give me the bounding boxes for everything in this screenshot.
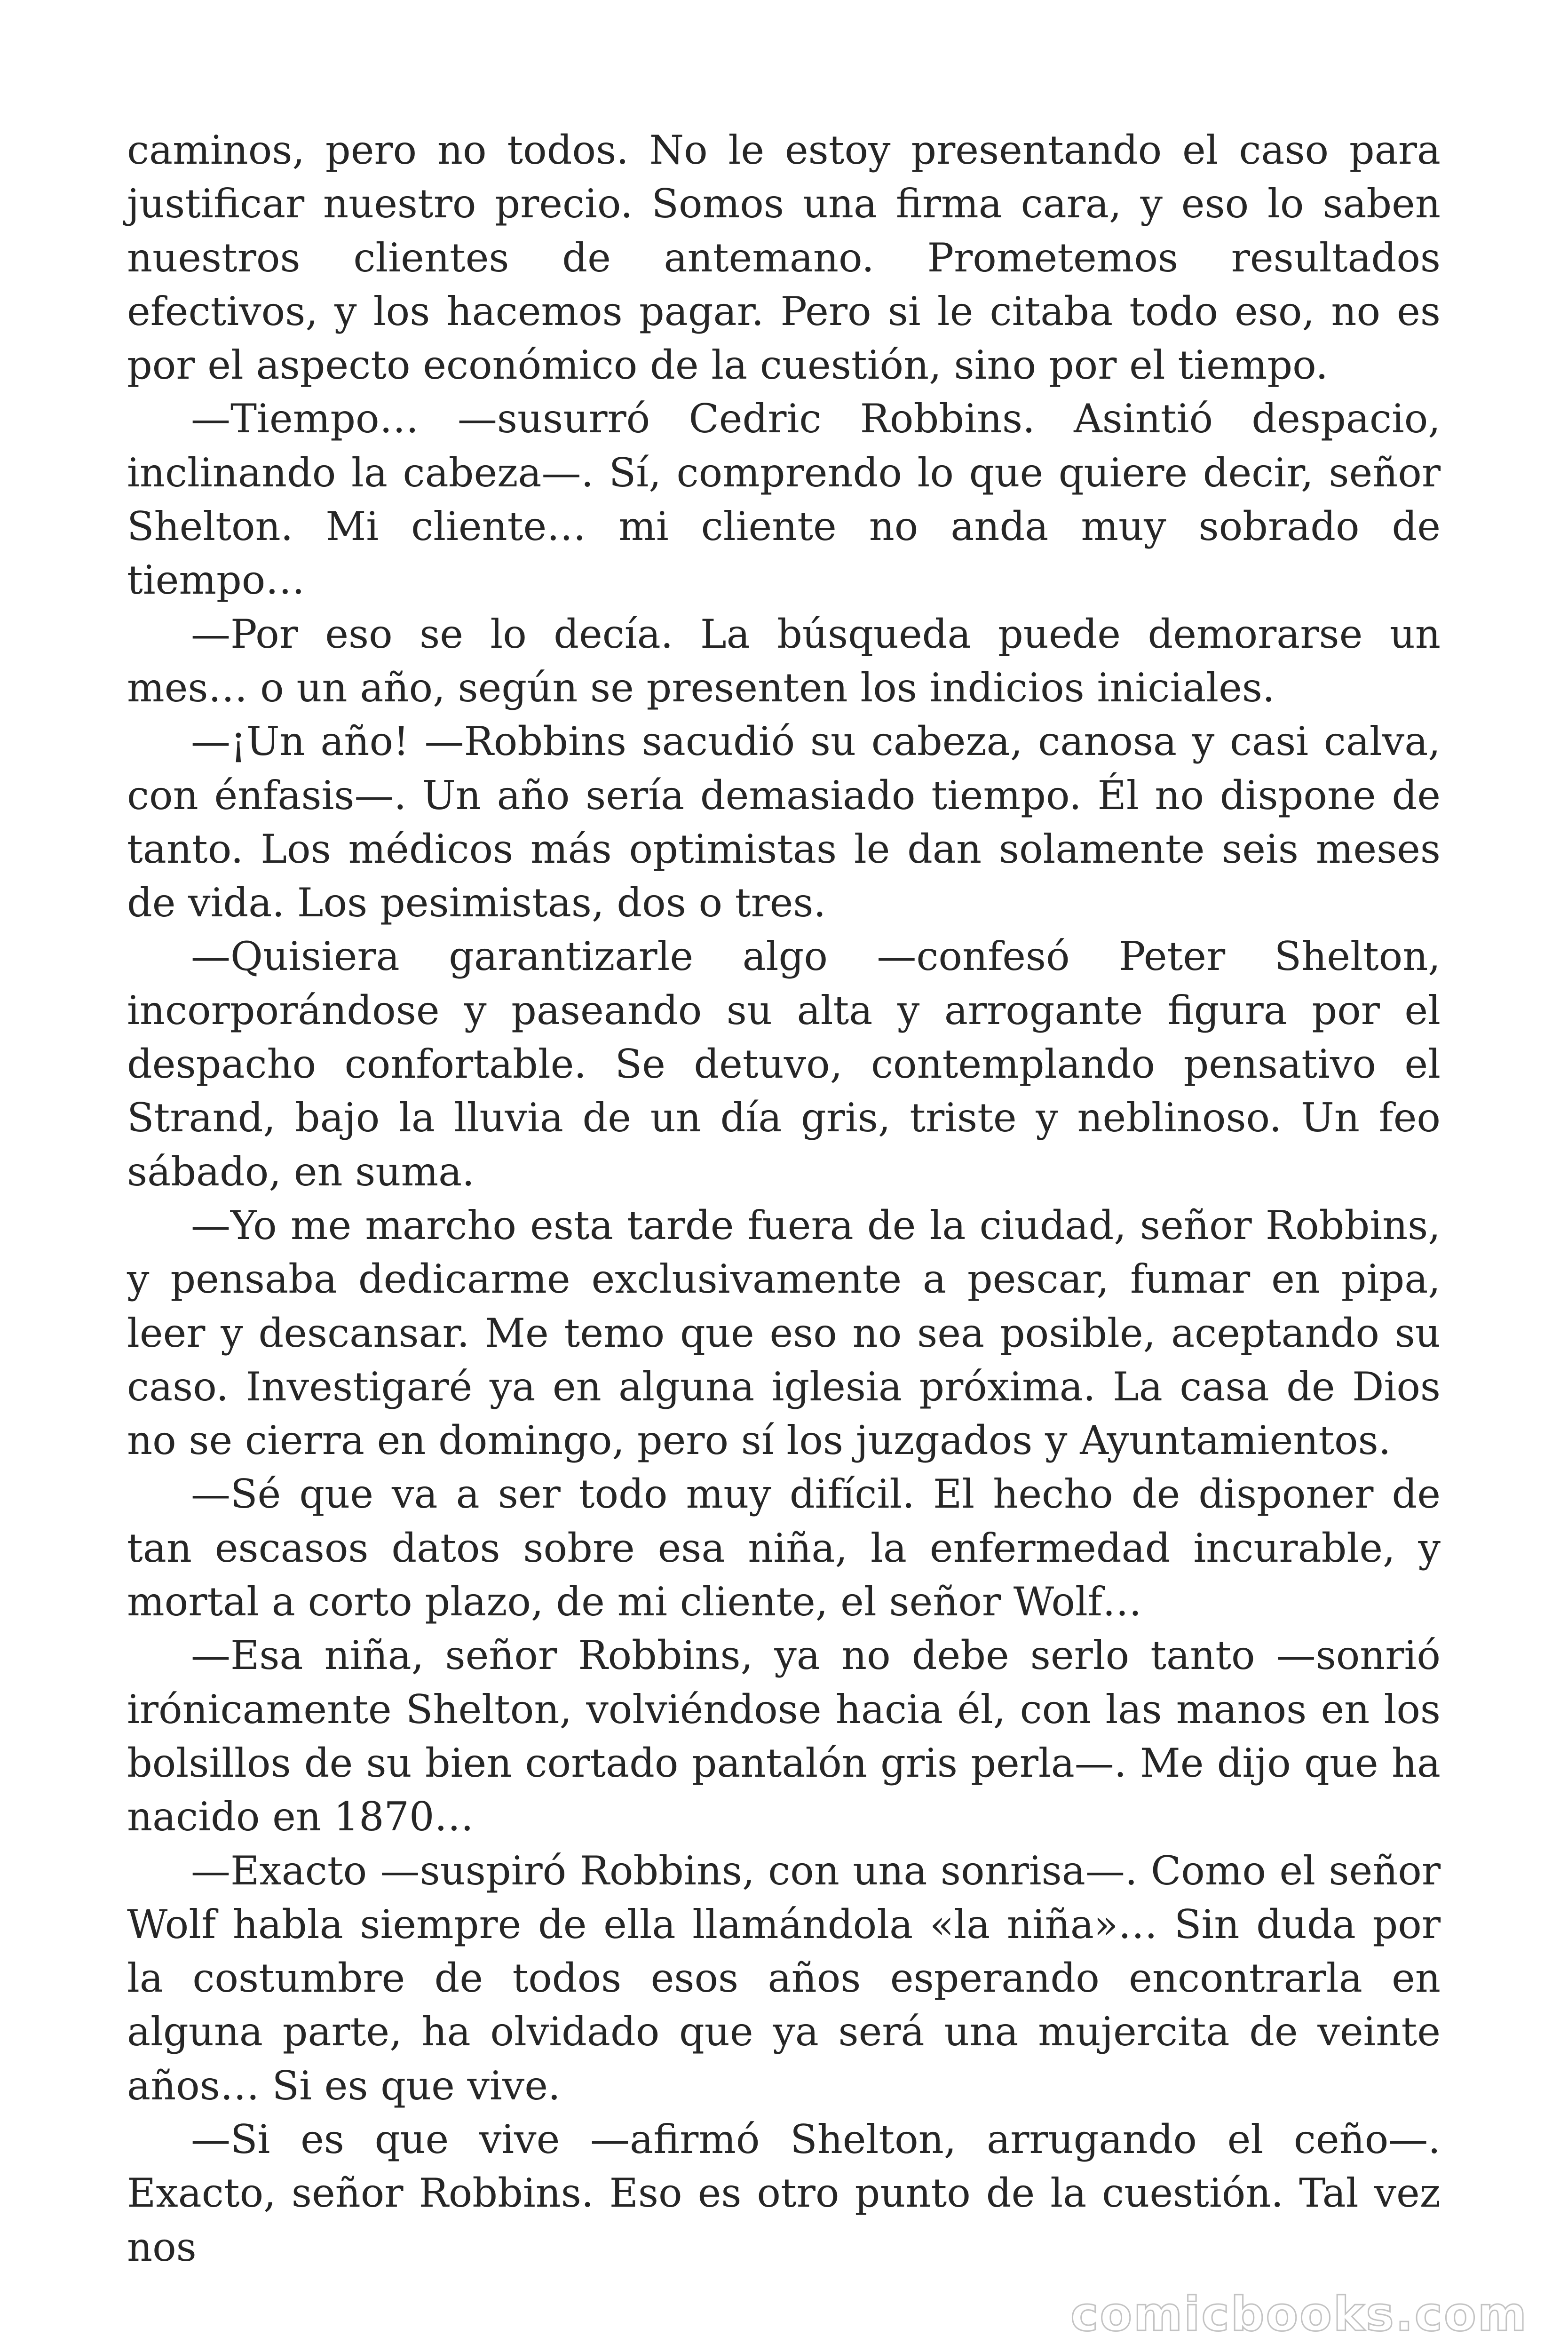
watermark-logo: comicbooks.com (1070, 2287, 1528, 2342)
paragraph: —Exacto —suspiró Robbins, con una sonrisa—. Como el señor Wolf habla siempre de ella llamándola «la niña»… Sin duda por la costumbre de todos esos años esperando encontrarla en alguna parte, ha olvidado que ya será una mujercita de veinte años… Si es que vive. (127, 1847, 1441, 2109)
paragraph: —Por eso se lo decía. La búsqueda puede demorarse un mes… o un año, según se presenten los indicios iniciales. (127, 611, 1441, 711)
paragraph: —Si es que vive —afirmó Shelton, arrugando el ceño—. Exacto, señor Robbins. Eso es otro punto de la cuestión. Tal vez nos (127, 2116, 1441, 2270)
paragraph: —¡Un año! —Robbins sacudió su cabeza, canosa y casi calva, con énfasis—. Un año sería demasiado tiempo. Él no dispone de tanto. Los médicos más optimistas le dan solamente seis meses de vida. Los pesimistas, dos o tres. (127, 718, 1441, 926)
paragraph: —Yo me marcho esta tarde fuera de la ciudad, señor Robbins, y pensaba dedicarme exclusivamente a pescar, fumar en pipa, leer y descansar. Me temo que eso no sea posible, aceptando su caso. Investigaré ya en alguna iglesia próxima. La casa de Dios no se cierra en domingo, pero sí los juzgados y Ayuntamientos. (127, 1202, 1441, 1464)
paragraph: —Sé que va a ser todo muy difícil. El hecho de disponer de tan escasos datos sobre esa niña, la enfermedad incurable, y mortal a corto plazo, de mi cliente, el señor Wolf… (127, 1471, 1441, 1625)
paragraph: —Tiempo… —susurró Cedric Robbins. Asintió despacio, inclinando la cabeza—. Sí, comprendo lo que quiere decir, señor Shelton. Mi cliente… mi cliente no anda muy sobrado de tiempo… (127, 396, 1441, 604)
book-page-text (127, 123, 1441, 2268)
paragraph: —Quisiera garantizarle algo —confesó Peter Shelton, incorporándose y paseando su alta y arrogante figura por el despacho confortable. Se detuvo, contemplando pensativo el Strand, bajo la lluvia de un día gris, triste y neblinoso. Un feo sábado, en suma. (127, 933, 1441, 1195)
paragraph: caminos, pero no todos. No le estoy presentando el caso para justificar nuestro precio. Somos una firma cara, y eso lo saben nuestros clientes de antemano. Prometemos resultados efectivos, y los hacemos pagar. Pero si le citaba todo eso, no es por el aspecto económico de la cuestión, sino por el tiempo. (127, 127, 1441, 389)
paragraph: —Esa niña, señor Robbins, ya no debe serlo tanto —sonrió irónicamente Shelton, volviéndose hacia él, con las manos en los bolsillos de su bien cortado pantalón gris perla—. Me dijo que ha nacido en 1870… (127, 1632, 1441, 1840)
